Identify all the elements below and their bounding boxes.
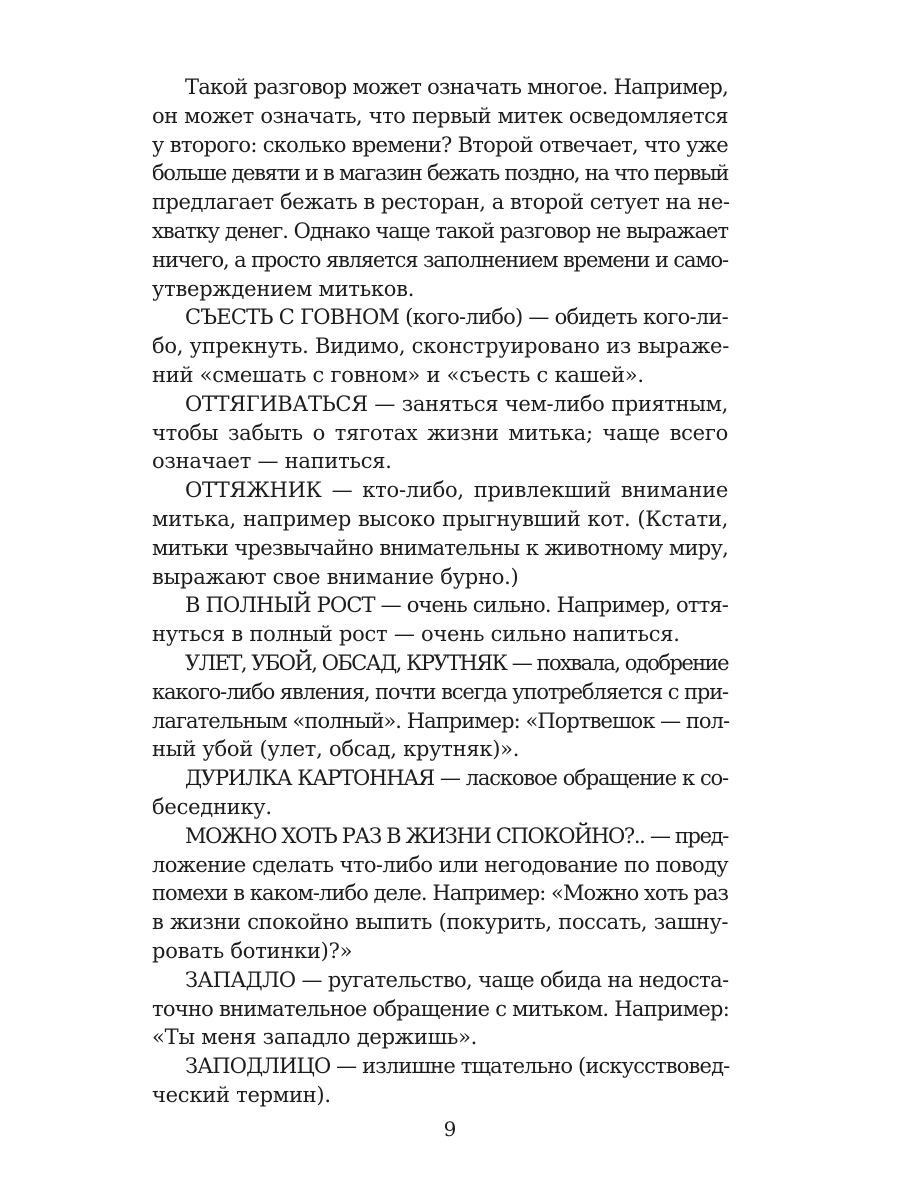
text-line: В ПОЛНЫЙ РОСТ — очень сильно. Например, оття-: [185, 593, 728, 618]
text-line: УЛЕТ, УБОЙ, ОБСАД, КРУТНЯК — похвала, одобрение: [185, 650, 728, 675]
text-line: ОТТЯЖНИК — кто-либо, привлекший внимание: [185, 478, 728, 503]
text-line: чтобы забыть о тяготах жизни митька; чаще всего: [152, 420, 728, 445]
text-line: ный убой (улет, обсад, крутняк)».: [152, 737, 520, 762]
text-line: ничего, а просто является заполнением времени и само-: [152, 247, 728, 272]
text-line: выражают свое внимание бурно.): [152, 564, 519, 589]
text-line: хватку денег. Однако чаще такой разговор не выражает: [152, 218, 728, 243]
paragraph-entry: [152, 966, 728, 1052]
paragraph-entry: [152, 1052, 728, 1110]
text-line: лагательным «полный». Например: «Портвешок — пол-: [152, 708, 730, 733]
paragraph-entry: [152, 476, 728, 591]
text-line: ческий термин).: [152, 1082, 331, 1107]
paragraph-entry: [152, 822, 728, 966]
text-line: больше девяти и в магазин бежать поздно, на что первый: [152, 161, 728, 186]
text-line: ложение сделать что-либо или негодование по поводу: [152, 852, 728, 877]
text-line: предлагает бежать в ресторан, а второй сетует на не-: [152, 190, 730, 215]
text-line: СЪЕСТЬ С ГОВНОМ (кого-либо) — обидеть кого-ли-: [185, 305, 728, 330]
paragraph-entry: [152, 649, 728, 764]
paragraph-entry: [152, 764, 728, 822]
text-line: у второго: сколько времени? Второй отвечает, что уже: [152, 132, 728, 157]
text-line: ДУРИЛКА КАРТОННАЯ — ласковое обращение к со-: [185, 766, 728, 791]
text-line: ЗАПАДЛО — ругательство, чаще обида на недоста-: [185, 967, 729, 992]
text-line: беседнику.: [152, 794, 272, 819]
text-line: он может означать, что первый митек осведомляется: [152, 103, 728, 128]
paragraph-entry: [152, 303, 728, 389]
text-line: бо, упрекнуть. Видимо, сконструировано из выраже-: [152, 334, 730, 359]
paragraph: [152, 73, 728, 303]
page-number: 9: [443, 1117, 457, 1141]
text-line: «Ты меня западло держишь».: [152, 1025, 478, 1050]
text-line: Такой разговор может означать многое. Например,: [185, 75, 728, 99]
text-line: ровать ботинки)?»: [152, 938, 353, 963]
text-line: митька, например высоко прыгнувший кот. (Кстати,: [152, 506, 728, 531]
text-line: утверждением митьков.: [152, 276, 415, 301]
text-line: МОЖНО ХОТЬ РАЗ В ЖИЗНИ СПОКОЙНО?.. — пред-: [185, 823, 728, 848]
text-line: митьки чрезвычайно внимательны к животному миру,: [152, 535, 728, 560]
paragraph-entry: [152, 591, 728, 649]
text-line: нуться в полный рост — очень сильно напиться.: [152, 622, 680, 647]
paragraph-entry: [152, 390, 728, 476]
text-line: в жизни спокойно выпить (покурить, поссать, зашну-: [152, 910, 728, 935]
text-line: помехи в каком-либо деле. Например: «Можно хоть раз: [152, 881, 729, 906]
text-line: какого-либо явления, почти всегда употребляется с при-: [152, 679, 728, 704]
body-text: [152, 73, 728, 1110]
text-line: точно внимательное обращение с митьком. Например:: [152, 996, 730, 1021]
text-line: ЗАПОДЛИЦО — излишне тщательно (искусствовед-: [185, 1054, 730, 1079]
text-line: ний «смешать с говном» и «съесть с кашей».: [152, 362, 644, 387]
text-line: ОТТЯГИВАТЬСЯ — заняться чем-либо приятным,: [185, 391, 728, 416]
text-line: означает — напиться.: [152, 449, 392, 474]
